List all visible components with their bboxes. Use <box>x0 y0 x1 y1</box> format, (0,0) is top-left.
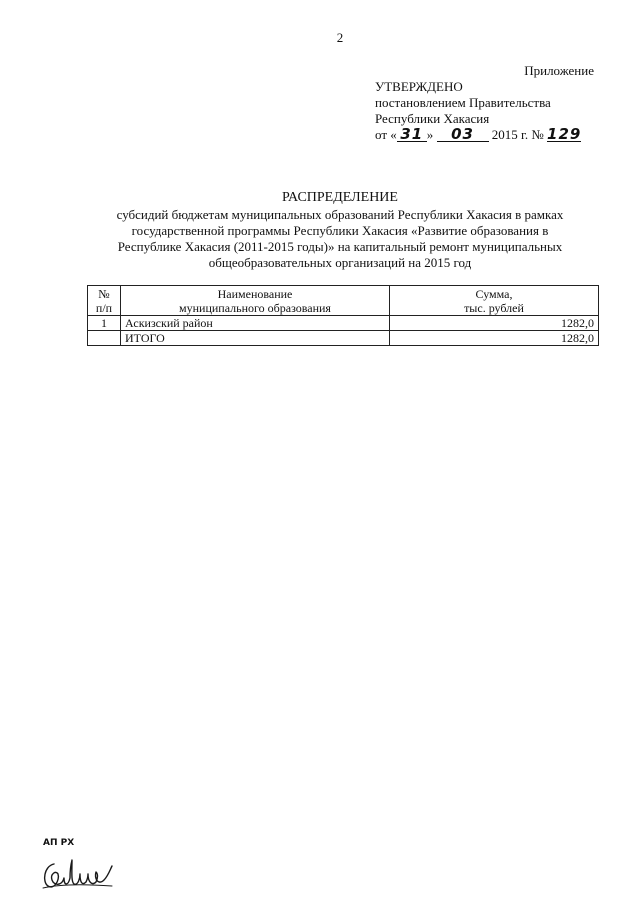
distribution-table <box>87 285 599 346</box>
approval-org-line: Республики Хакасия <box>375 111 490 126</box>
header-sum-line2: тыс. рублей <box>464 300 524 315</box>
row-num: 1 <box>88 316 121 331</box>
stamp-label: АП РХ <box>43 838 75 848</box>
handwritten-number: 129 <box>547 125 582 143</box>
document-heading: РАСПРЕДЕЛЕНИЕ <box>282 190 398 205</box>
header-name-line1: Наименование <box>217 286 293 301</box>
date-prefix: от « <box>375 127 397 142</box>
header-name <box>121 286 390 316</box>
table-total-row <box>88 331 599 346</box>
title-line-1: субсидий бюджетам муниципальных образований Республики Хакасия в рамках <box>116 207 564 222</box>
approval-block <box>375 79 581 143</box>
table-header-row <box>88 286 599 316</box>
approval-title: УТВЕРЖДЕНО <box>375 79 463 94</box>
header-num-line1: № <box>98 286 110 301</box>
page-number: 2 <box>336 30 344 45</box>
row-name: Аскизский район <box>121 316 390 331</box>
handwritten-signature <box>40 856 115 896</box>
table-row <box>88 316 599 331</box>
appendix-label: Приложение <box>524 63 594 78</box>
row-sum: 1282,0 <box>390 316 599 331</box>
header-sum <box>390 286 599 316</box>
document-title-block <box>90 190 590 271</box>
date-year-suffix: 2015 г. № <box>491 127 544 142</box>
total-sum: 1282,0 <box>390 331 599 346</box>
approval-date-line <box>375 127 581 143</box>
handwritten-month: 03 <box>437 127 489 142</box>
handwritten-day: 31 <box>397 127 427 142</box>
header-num-line2: п/п <box>95 300 113 315</box>
approval-by-line: постановлением Правительства <box>375 95 551 110</box>
title-line-4: общеобразовательных организаций на 2015 год <box>208 255 472 270</box>
header-num <box>88 286 121 316</box>
header-name-line2: муниципального образования <box>179 300 331 315</box>
title-line-3: Республике Хакасия (2011-2015 годы)» на капитальный ремонт муниципальных <box>117 239 563 254</box>
title-line-2: государственной программы Республики Хакасия «Развитие образования в <box>131 223 549 238</box>
date-day-close: » <box>426 127 434 142</box>
total-label: ИТОГО <box>121 331 390 346</box>
header-sum-line1: Сумма, <box>475 286 513 301</box>
total-num <box>88 331 121 346</box>
